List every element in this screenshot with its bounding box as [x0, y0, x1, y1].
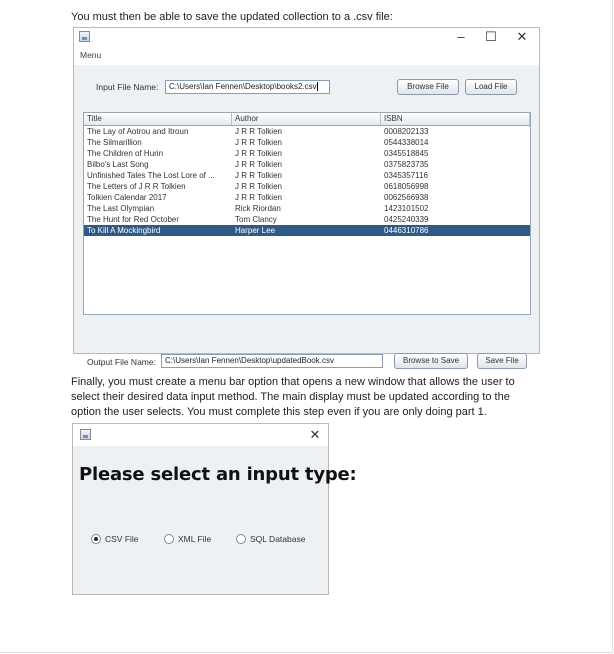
input-type-title-bar: [73, 424, 328, 446]
table-body: [84, 126, 530, 236]
cell-author: Harper Lee: [235, 226, 276, 235]
column-header-isbn[interactable]: ISBN: [381, 113, 530, 125]
cell-author: J R R Tolkien: [235, 193, 282, 202]
java-app-icon: [80, 429, 91, 440]
table-row[interactable]: [84, 159, 530, 170]
cell-isbn: 0425240339: [384, 215, 429, 224]
title-bar: [74, 28, 539, 48]
cell-author: J R R Tolkien: [235, 171, 282, 180]
table-row[interactable]: [84, 170, 530, 181]
output-file-label: Output File Name:: [87, 357, 156, 367]
radio-xml-file[interactable]: [164, 534, 211, 544]
close-icon[interactable]: ✕: [309, 427, 321, 442]
cell-isbn: 0062566938: [384, 193, 429, 202]
cell-isbn: 1423101502: [384, 204, 429, 213]
load-file-button[interactable]: Load File: [465, 79, 517, 95]
input-type-content: [73, 446, 357, 594]
save-file-button[interactable]: Save File: [477, 353, 527, 369]
minimize-icon[interactable]: –: [457, 29, 465, 44]
maximize-icon[interactable]: ☐: [485, 29, 497, 44]
menu-item-menu[interactable]: Menu: [80, 50, 102, 60]
table-row[interactable]: [84, 148, 530, 159]
cell-author: Rick Riordan: [235, 204, 281, 213]
cell-isbn: 0008202133: [384, 127, 429, 136]
radio-selected-icon[interactable]: [91, 534, 101, 544]
cell-isbn: 0618056998: [384, 182, 429, 191]
table-row[interactable]: [84, 126, 530, 137]
radio-csv-file[interactable]: [91, 534, 139, 544]
cell-title: To Kill A Mockingbird: [87, 226, 161, 235]
radio-label: XML File: [178, 534, 212, 544]
cell-isbn: 0446310786: [384, 226, 429, 235]
cell-title: Bilbo's Last Song: [87, 160, 149, 169]
input-file-value: C:\Users\Ian Fennen\Desktop\books2.csv: [169, 82, 317, 91]
output-file-field[interactable]: C:\Users\Ian Fennen\Desktop\updatedBook.csv: [161, 354, 383, 368]
table-header: [84, 113, 530, 126]
cell-title: The Letters of J R R Tolkien: [87, 182, 186, 191]
cell-title: The Last Olympian: [87, 204, 155, 213]
table-row[interactable]: [84, 137, 530, 148]
menu-instruction-paragraph: Finally, you must create a menu bar option that opens a new window that allows the user to select their desired data input method. The main display must be updated according to the option the user selects. You must complete this step even if you are only doing part 1.: [71, 376, 515, 418]
input-file-label: Input File Name:: [96, 82, 159, 92]
book-collection-window: [73, 27, 540, 367]
cell-isbn: 0345357116: [384, 171, 428, 180]
main-content-panel: [74, 65, 539, 367]
cell-author: Tom Clancy: [235, 215, 277, 224]
table-row[interactable]: [84, 225, 530, 236]
cell-author: J R R Tolkien: [235, 149, 282, 158]
table-row[interactable]: [84, 181, 530, 192]
table-row[interactable]: [84, 192, 530, 203]
radio-label: CSV File: [105, 534, 139, 544]
browse-file-button[interactable]: Browse File: [397, 79, 459, 95]
cell-author: J R R Tolkien: [235, 182, 282, 191]
cell-author: J R R Tolkien: [235, 127, 282, 136]
radio-label: SQL Database: [250, 534, 306, 544]
text-caret: [317, 82, 318, 91]
cell-isbn: 0345518845: [384, 149, 429, 158]
radio-unselected-icon[interactable]: [236, 534, 246, 544]
menu-bar: [74, 48, 539, 63]
cell-title: The Hunt for Red October: [87, 215, 180, 224]
table-row[interactable]: [84, 214, 530, 225]
cell-isbn: 0544338014: [384, 138, 429, 147]
cell-author: J R R Tolkien: [235, 160, 282, 169]
input-type-heading: Please select an input type:: [79, 464, 357, 485]
radio-unselected-icon[interactable]: [164, 534, 174, 544]
books-table[interactable]: [83, 112, 531, 315]
cell-title: The Silmarillion: [87, 138, 142, 147]
java-app-icon: [79, 31, 90, 42]
cell-title: Tolkien Calendar 2017: [87, 193, 167, 202]
column-header-title[interactable]: Title: [84, 113, 232, 125]
input-type-window: [72, 423, 357, 595]
close-icon[interactable]: ✕: [516, 29, 528, 44]
input-file-field[interactable]: [165, 80, 330, 94]
browse-to-save-button[interactable]: Browse to Save: [394, 353, 468, 369]
cell-title: Unfinished Tales The Lost Lore of ...: [87, 171, 215, 180]
radio-sql-database[interactable]: [236, 534, 305, 544]
cell-isbn: 0375823735: [384, 160, 429, 169]
cell-title: The Children of Hurin: [87, 149, 164, 158]
cell-author: J R R Tolkien: [235, 138, 282, 147]
table-row[interactable]: [84, 203, 530, 214]
column-header-author[interactable]: Author: [232, 113, 381, 125]
intro-paragraph: You must then be able to save the updated collection to a .csv file:: [71, 11, 393, 23]
cell-title: The Lay of Aotrou and Itroun: [87, 127, 189, 136]
